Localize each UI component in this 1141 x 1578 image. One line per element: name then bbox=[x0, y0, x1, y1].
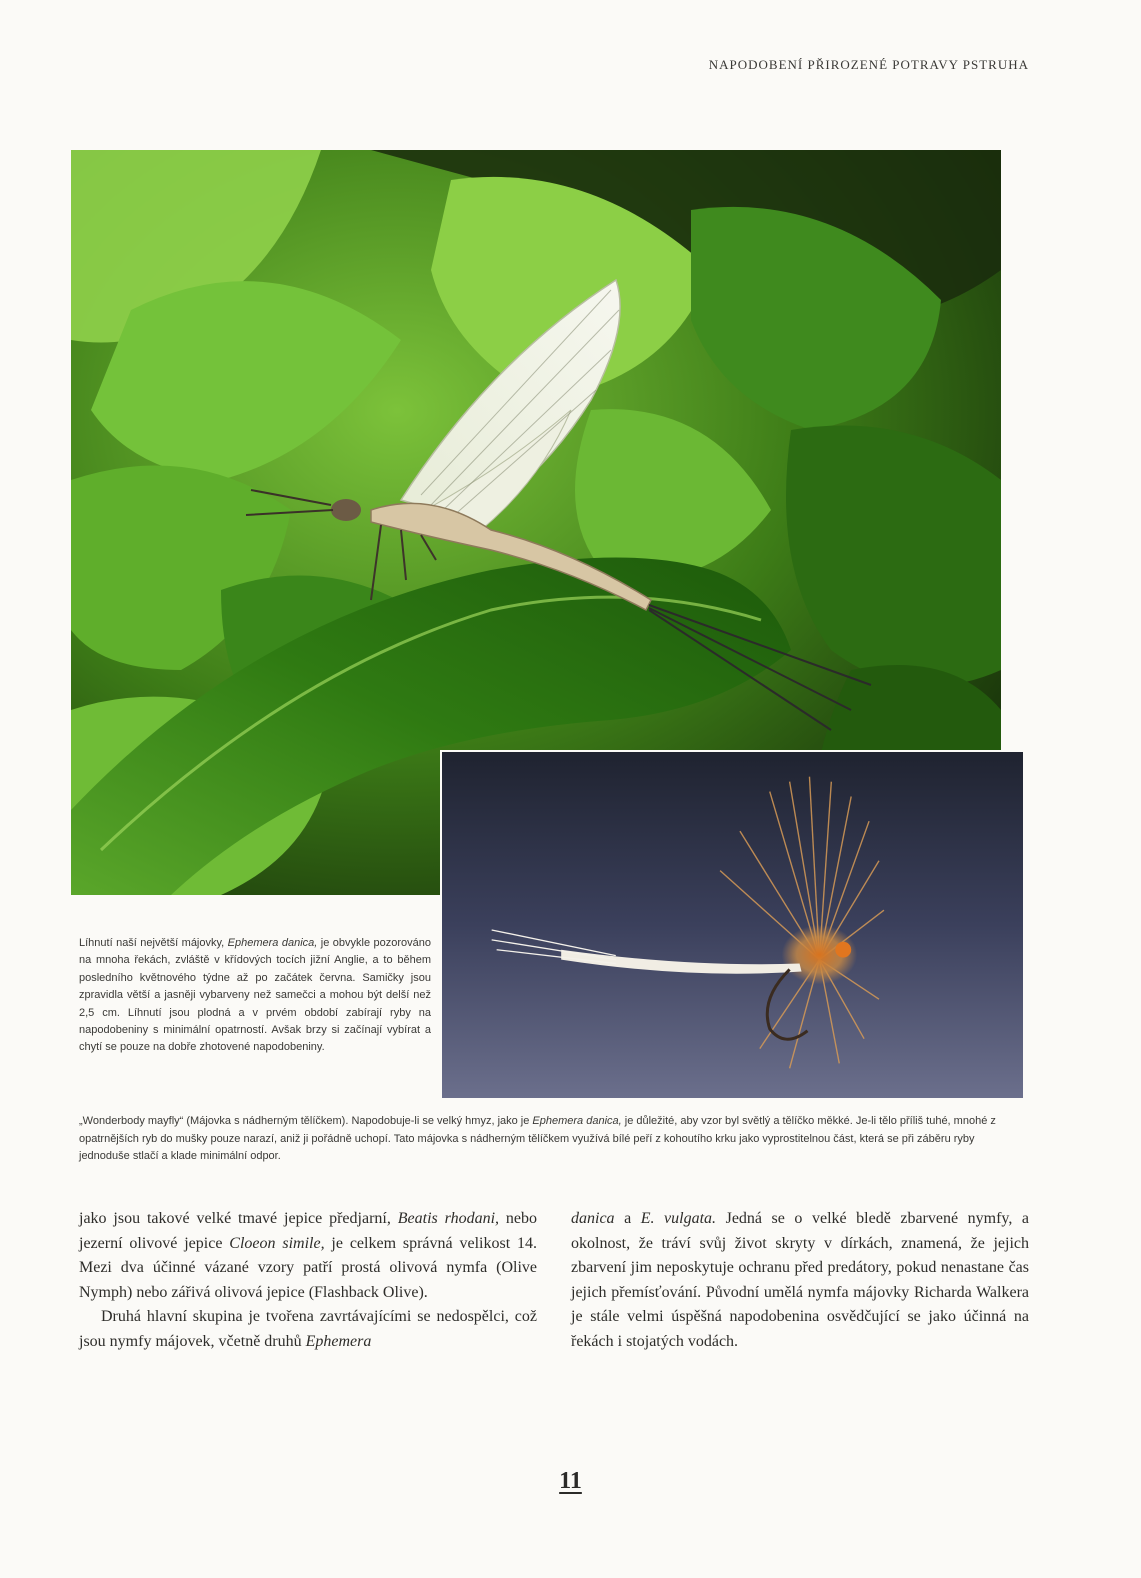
paragraph bbox=[79, 1207, 537, 1305]
text-run: je důležité, aby vzor byl světlý a tělíčko měkké. Je-li tělo příliš tuhé, mnohé z opatrnějších ryb do mušky pouze narazí, aniž ji pořádně uchopí. Tato májovka s nádherným tělíčkem využívá bílé peří z kohoutího krku jako vyprostitelnou část, která se při záběru ryby jednoduše stlačí a klade minimální odpor. bbox=[79, 1115, 996, 1162]
text-run: Druhá hlavní skupina je tvořena zavrtávajícími se nedospělci, což jsou nymfy májovek, včetně druhů bbox=[79, 1308, 537, 1350]
fly-pattern-photo bbox=[440, 750, 1025, 1100]
text-run: a bbox=[614, 1210, 641, 1227]
text-run: je celkem správná velikost 14. Mezi dva účinné vázané vzory patří prostá olivová nymfa (Olive Nymph) nebo zářivá olivová jepice (Flashback Olive). bbox=[79, 1234, 538, 1301]
italic-text: Cloeon simile, bbox=[229, 1234, 325, 1252]
text-run: je obvykle pozorováno na mnoha řekách, zvláště v křídových tocích jižní Anglie, a to během posledního květnového týdne až po začátek června. Samičky jsou zpravidla větší a jasněji vybarveny než samečci a mohou být delší než 2,5 cm. Líhnutí jsou plodná a v prvém období zabírají ryby na napodobeniny s minimální opatrností. Avšak brzy si začínají vybírat a chytí se pouze na dobře zhotovené napodobeniny. bbox=[79, 937, 431, 1054]
photo-caption bbox=[79, 935, 431, 1057]
italic-text: Ephemera danica, bbox=[532, 1115, 622, 1127]
page-number-text: 11 bbox=[559, 1468, 582, 1494]
page-number bbox=[0, 1468, 1141, 1495]
italic-text: Beatis rhodani, bbox=[397, 1210, 500, 1227]
text-run: „Wonderbody mayfly“ (Májovka s nádherným tělíčkem). Napodobuje-li se velký hmyz, jako je bbox=[79, 1115, 533, 1127]
body-column-right bbox=[571, 1207, 1029, 1354]
italic-text: danica bbox=[571, 1210, 615, 1227]
text-run: nebo jezerní olivové jepice bbox=[79, 1210, 538, 1252]
running-head: NAPODOBENÍ PŘIROZENÉ POTRAVY PSTRUHA bbox=[708, 57, 1029, 72]
text-run: Líhnutí naší největší májovky, bbox=[79, 937, 228, 949]
text-run: jako jsou takové velké tmavé jepice předjarní, bbox=[79, 1210, 398, 1227]
italic-text: Ephemera danica, bbox=[227, 937, 318, 949]
italic-text: Ephemera bbox=[305, 1332, 372, 1350]
text-run: Jedná se o velké bledě zbarvené nymfy, a okolnost, že tráví svůj život skryty v dírkách, znamená, že jejich zbarvení jim neposkytuje ochranu před predátory, pokud nenastane čas jejich přemísťování. Původní umělá nymfa májovky Richarda Walkera je stále velmi úspěšná napodobenina osvědčující se jako účinná na řekách i stojatých vodách. bbox=[571, 1210, 1030, 1350]
italic-text: E. vulgata. bbox=[640, 1210, 717, 1227]
paragraph bbox=[79, 1305, 537, 1354]
paragraph bbox=[571, 1207, 1029, 1354]
body-column-left bbox=[79, 1207, 537, 1354]
pattern-caption bbox=[79, 1113, 1024, 1166]
